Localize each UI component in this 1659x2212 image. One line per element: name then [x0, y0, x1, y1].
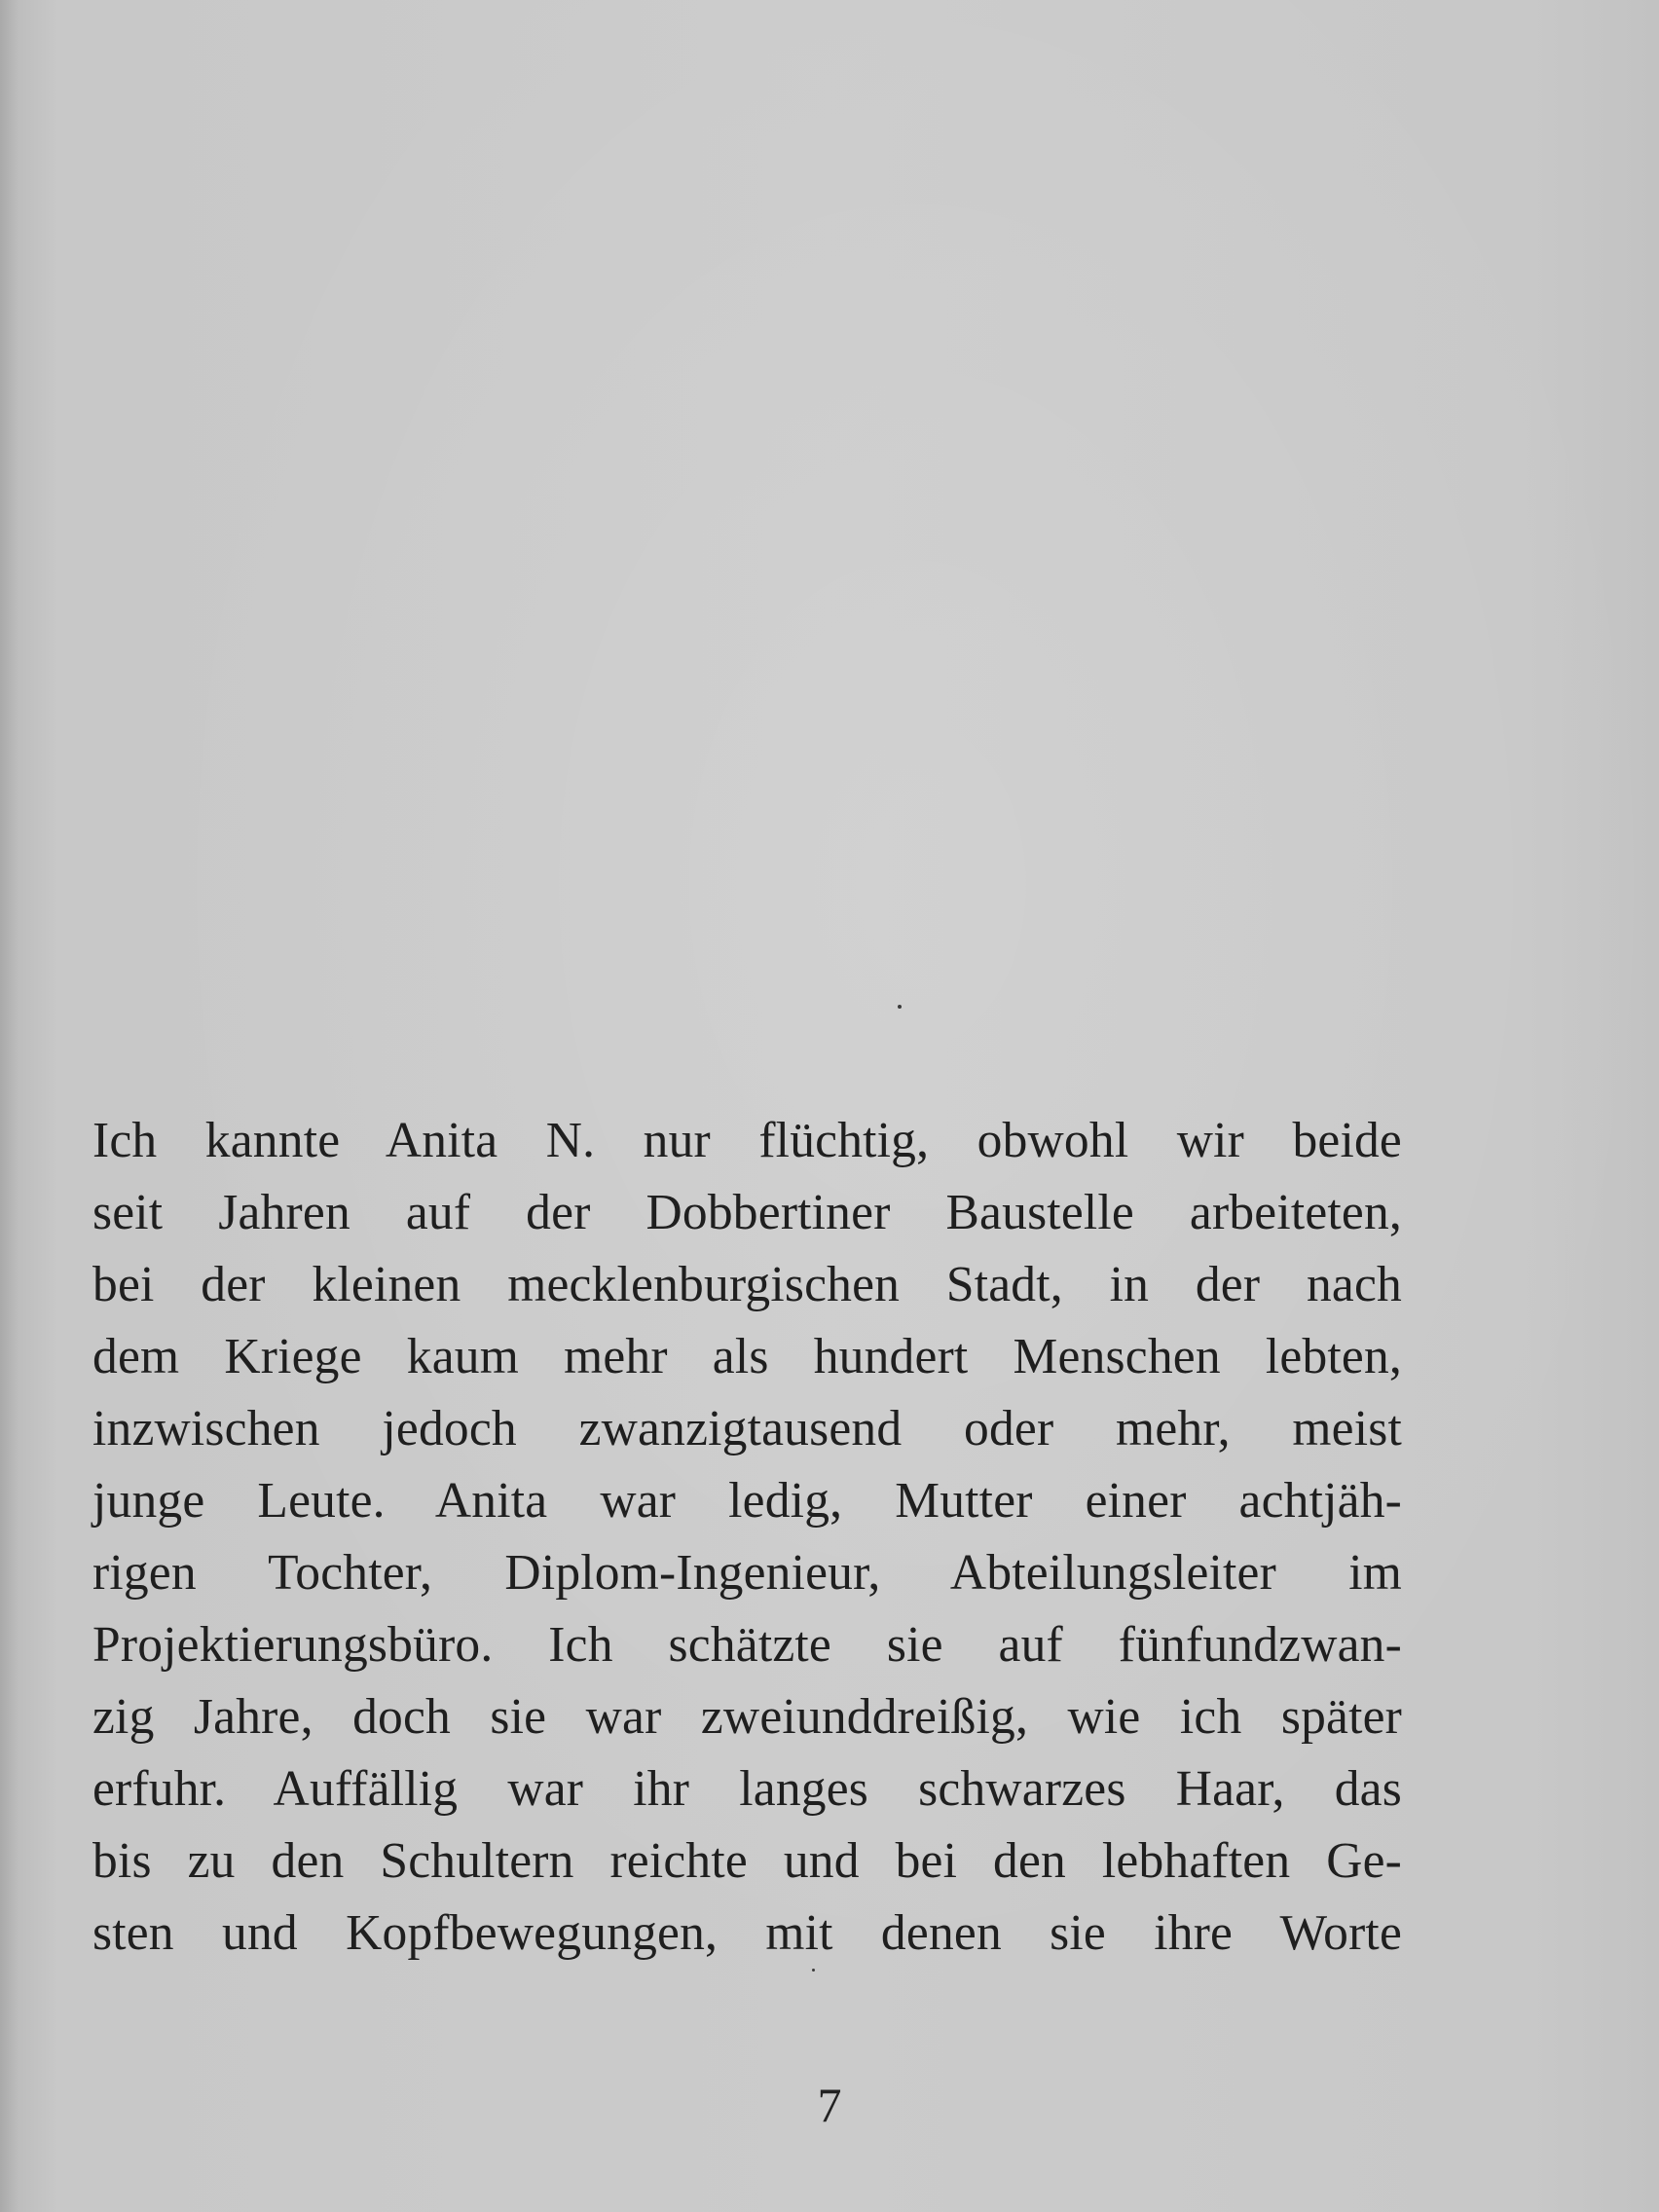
text-line: dem Kriege kaum mehr als hundert Menschen lebten,	[92, 1329, 1402, 1384]
page-number: 7	[817, 2078, 842, 2132]
text-line: Ich kannte Anita N. nur flüchtig, obwohl wir beide	[92, 1113, 1402, 1168]
text-line: rigen Tochter, Diplom-Ingenieur, Abteilungsleiter im	[92, 1545, 1402, 1601]
text-line: seit Jahren auf der Dobbertiner Baustelle arbeiteten,	[92, 1185, 1402, 1240]
text-line: erfuhr. Auffällig war ihr langes schwarzes Haar, das	[92, 1761, 1402, 1817]
text-line: junge Leute. Anita war ledig, Mutter einer achtjäh-	[92, 1473, 1402, 1529]
text-line: bis zu den Schultern reichte und bei den lebhaften Ge-	[92, 1833, 1402, 1889]
text-line: inzwischen jedoch zwanzigtausend oder mehr, meist	[92, 1401, 1402, 1456]
text-line: zig Jahre, doch sie war zweiunddreißig, wie ich später	[92, 1689, 1402, 1745]
ink-speck	[898, 1005, 902, 1009]
text-line: sten und Kopfbewegungen, mit denen sie ihre Worte	[92, 1905, 1402, 1961]
text-line: Projektierungsbüro. Ich schätzte sie auf fünfundzwan-	[92, 1617, 1402, 1673]
body-paragraph	[92, 1105, 1402, 1970]
text-line: bei der kleinen mecklenburgischen Stadt, in der nach	[92, 1257, 1402, 1312]
